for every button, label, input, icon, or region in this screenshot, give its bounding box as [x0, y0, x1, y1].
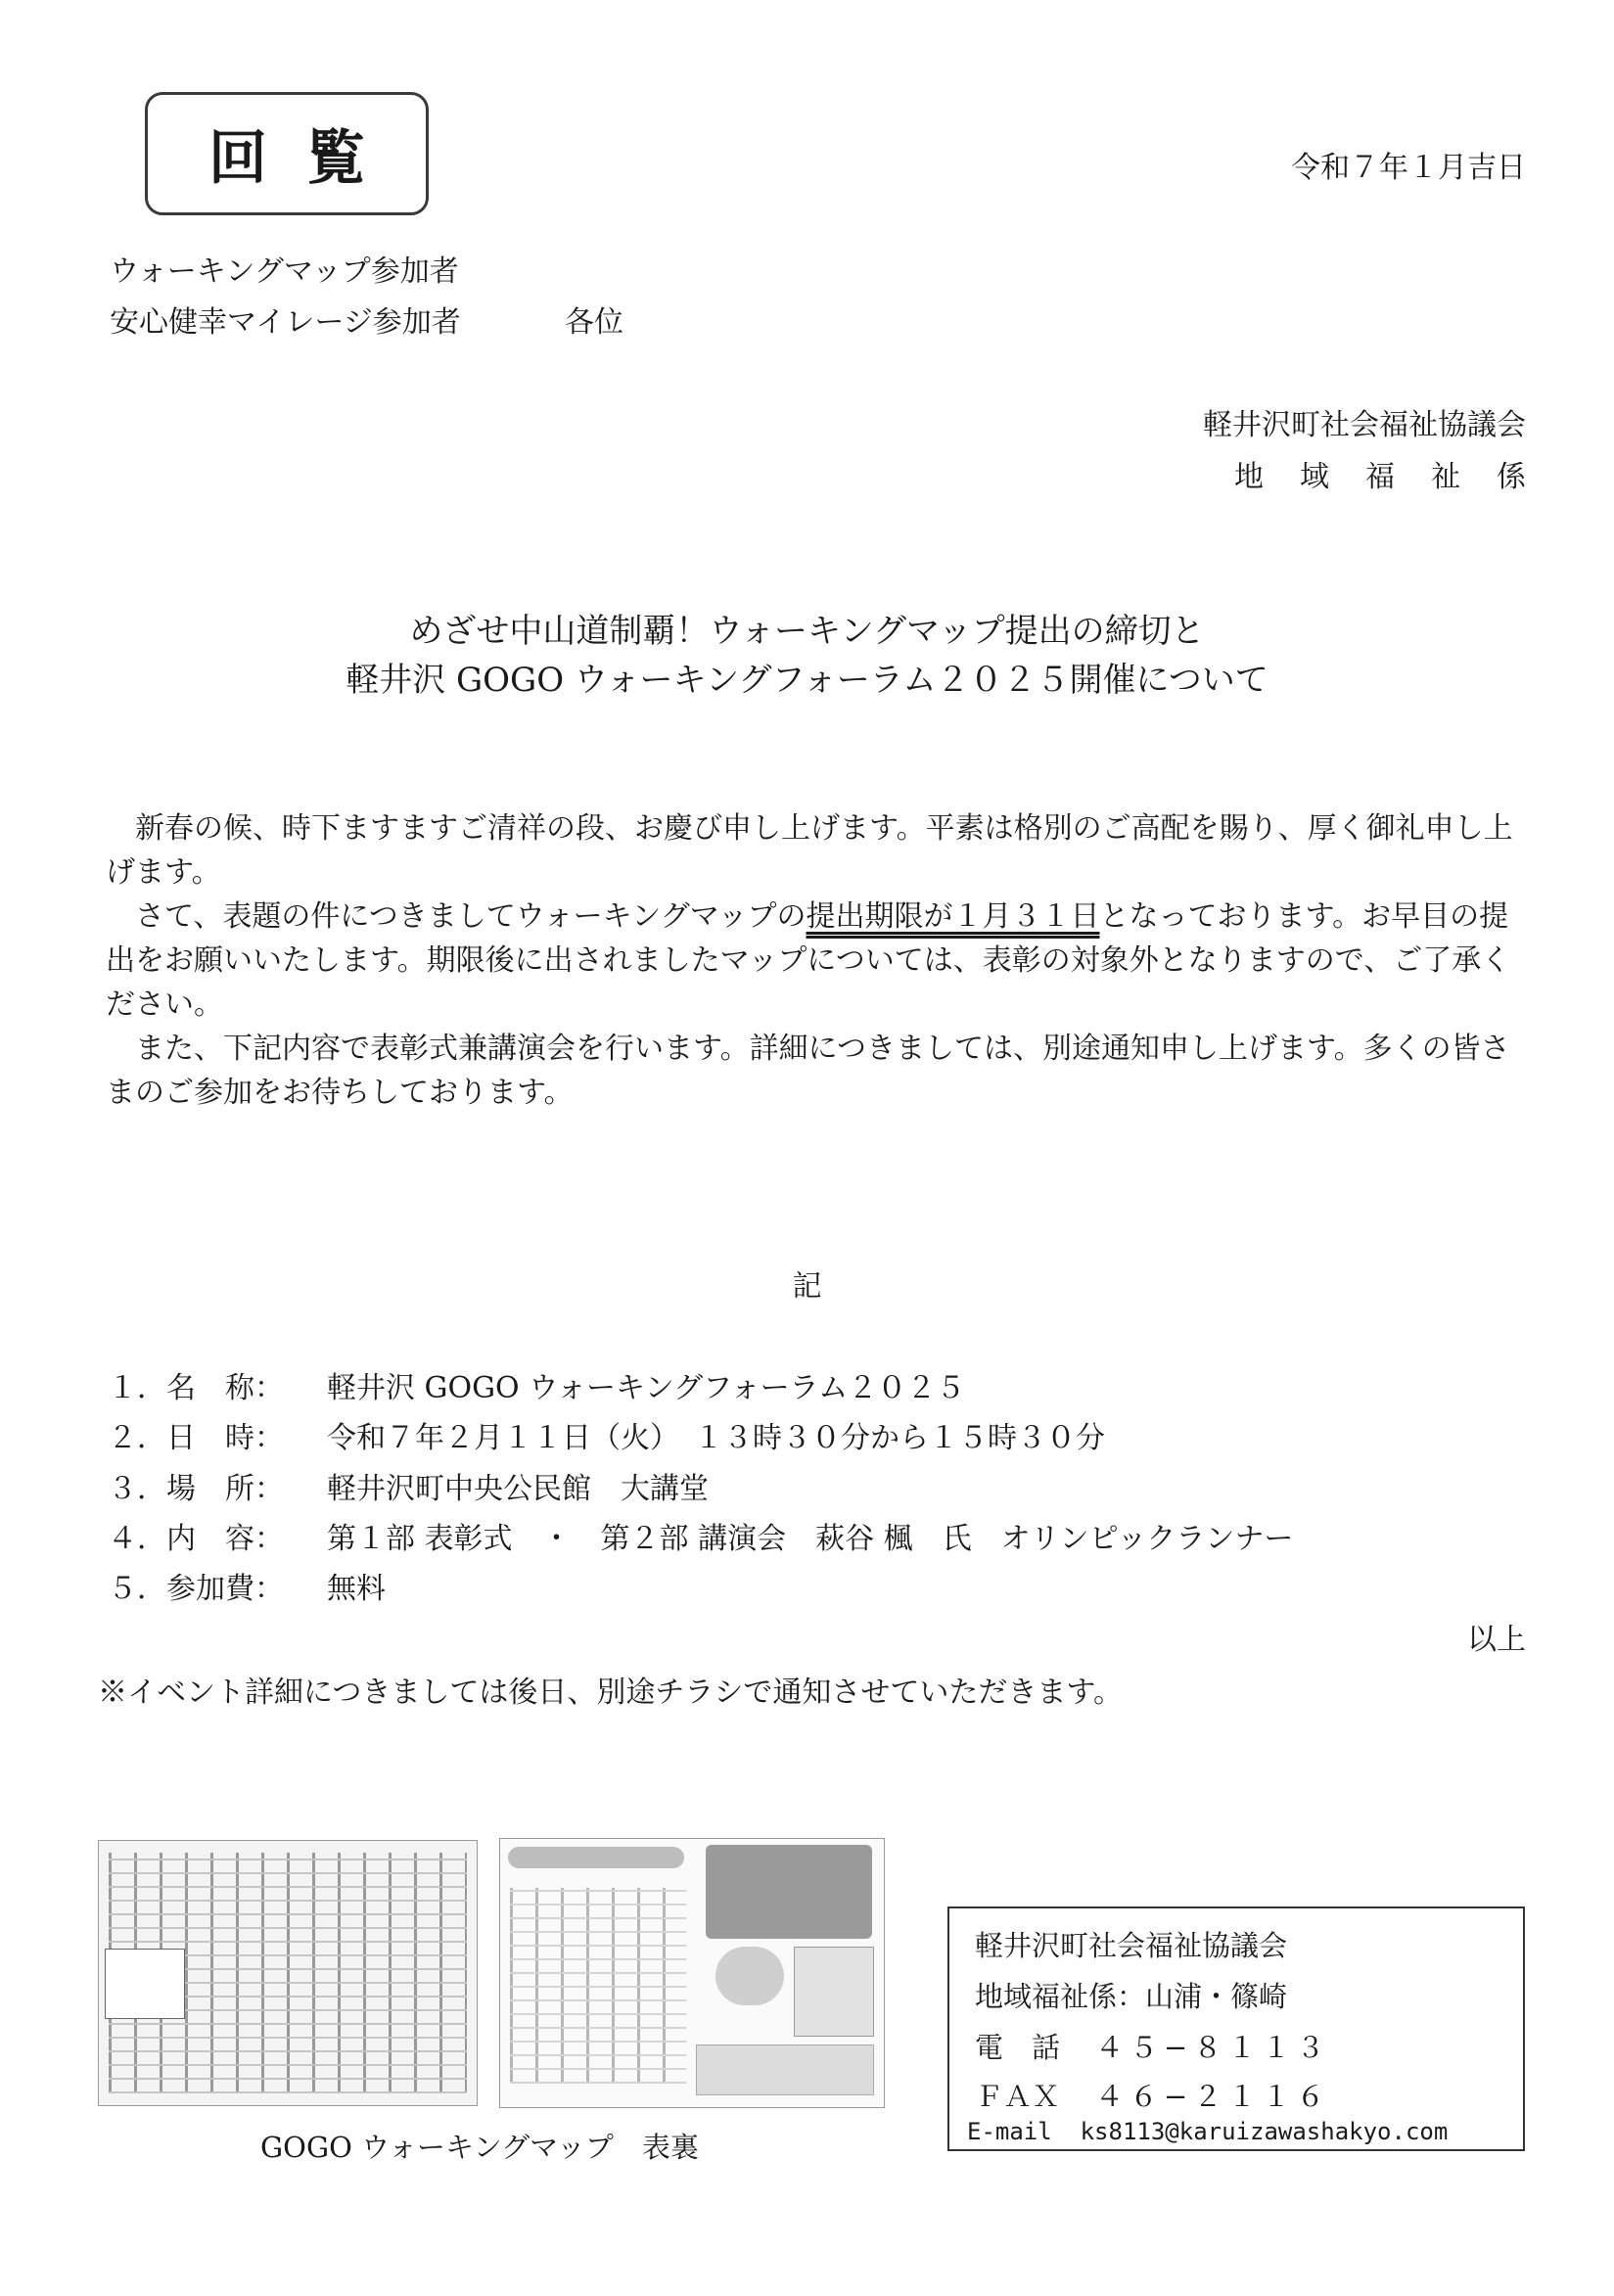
event-note: ※イベント詳細につきましては後日、別途チラシで通知させていただきます。	[98, 1676, 1123, 1710]
title-line-1: めざせ中山道制覇！ウォーキングマップ提出の締切と	[409, 612, 1205, 651]
tel-number: ４５−８１１３	[1095, 2031, 1331, 2064]
contact-org: 軽井沢町社会福祉協議会	[975, 1929, 1288, 1962]
body-p2-pre: さて、表題の件につきましてウォーキングマップの	[135, 899, 807, 934]
sender-dept: 地域福祉係	[1234, 460, 1562, 494]
detail-label: ３．場 所：	[108, 1472, 284, 1506]
body-paragraph-3: また、下記内容で表彰式兼講演会を行います。詳細につきましては、別途通知申し上げます。多くの皆さまのご参加をお待ちしております。	[106, 1032, 1510, 1110]
recipient-line-2: 安心健幸マイレージ参加者	[110, 305, 461, 340]
recipient-honorific: 各位	[565, 305, 623, 340]
detail-row-content	[108, 1520, 1293, 1559]
body-paragraph-2	[106, 895, 1535, 1027]
contact-staff: 地域福祉係：山浦・篠崎	[975, 1980, 1288, 2013]
contact-tel-row	[975, 2026, 1330, 2066]
detail-row-place	[108, 1470, 709, 1509]
detail-label: ２．日 時：	[108, 1421, 284, 1455]
detail-value: 軽井沢町中央公民館 大講堂	[327, 1472, 709, 1506]
title-line-2: 軽井沢 GOGO ウォーキングフォーラム２０２５開催について	[346, 661, 1268, 700]
tel-label: 電 話	[975, 2031, 1061, 2064]
detail-label: ４．内 容：	[108, 1522, 284, 1556]
closing-ijo: 以上	[1467, 1623, 1526, 1657]
detail-value: 令和７年２月１１日（火） １３時３０分から１５時３０分	[327, 1421, 1105, 1455]
circulation-stamp: 回覧	[145, 92, 429, 215]
deadline-emphasis: 提出期限が１月３１日	[806, 899, 1100, 934]
email-label: E-mail	[967, 2118, 1052, 2145]
contact-box	[947, 1906, 1525, 2151]
body-p2-post: となっております。お早目の提出をお願いいたします。期限後に出されましたマップについては、表彰の対象外となりますので、ご了承ください。	[106, 899, 1511, 1022]
detail-value: 無料	[327, 1572, 386, 1606]
detail-row-name	[108, 1369, 965, 1408]
detail-value: 第１部 表彰式 ・ 第２部 講演会 萩谷 楓 氏 オリンピックランナー	[327, 1522, 1294, 1556]
walking-map-back-thumbnail	[499, 1838, 885, 2108]
body-text	[106, 806, 1535, 1115]
map-caption: GOGO ウォーキングマップ 表裏	[260, 2131, 699, 2164]
detail-label: １．名 称：	[108, 1371, 284, 1405]
detail-row-datetime	[108, 1419, 1105, 1458]
detail-label: ５．参加費：	[108, 1572, 284, 1606]
ki-heading: 記	[792, 1269, 822, 1304]
walking-map-front-thumbnail	[98, 1840, 478, 2106]
contact-email-row	[967, 2118, 1448, 2145]
body-paragraph-1: 新春の候、時下ますますご清祥の段、お慶び申し上げます。平素は格別のご高配を賜り、厚く御礼申し上げます。	[106, 811, 1513, 890]
recipient-line-1: ウォーキングマップ参加者	[110, 254, 459, 289]
issue-date: 令和７年１月吉日	[1291, 151, 1526, 185]
fax-label: ＦＡＸ	[975, 2080, 1061, 2113]
email-address: ks8113@karuizawashakyo.com	[1080, 2118, 1449, 2145]
contact-fax-row	[975, 2075, 1330, 2115]
fax-number: ４６−２１１６	[1095, 2080, 1331, 2113]
sender-org: 軽井沢町社会福祉協議会	[1203, 408, 1526, 442]
detail-value: 軽井沢 GOGO ウォーキングフォーラム２０２５	[327, 1371, 966, 1405]
detail-row-fee	[108, 1570, 386, 1609]
